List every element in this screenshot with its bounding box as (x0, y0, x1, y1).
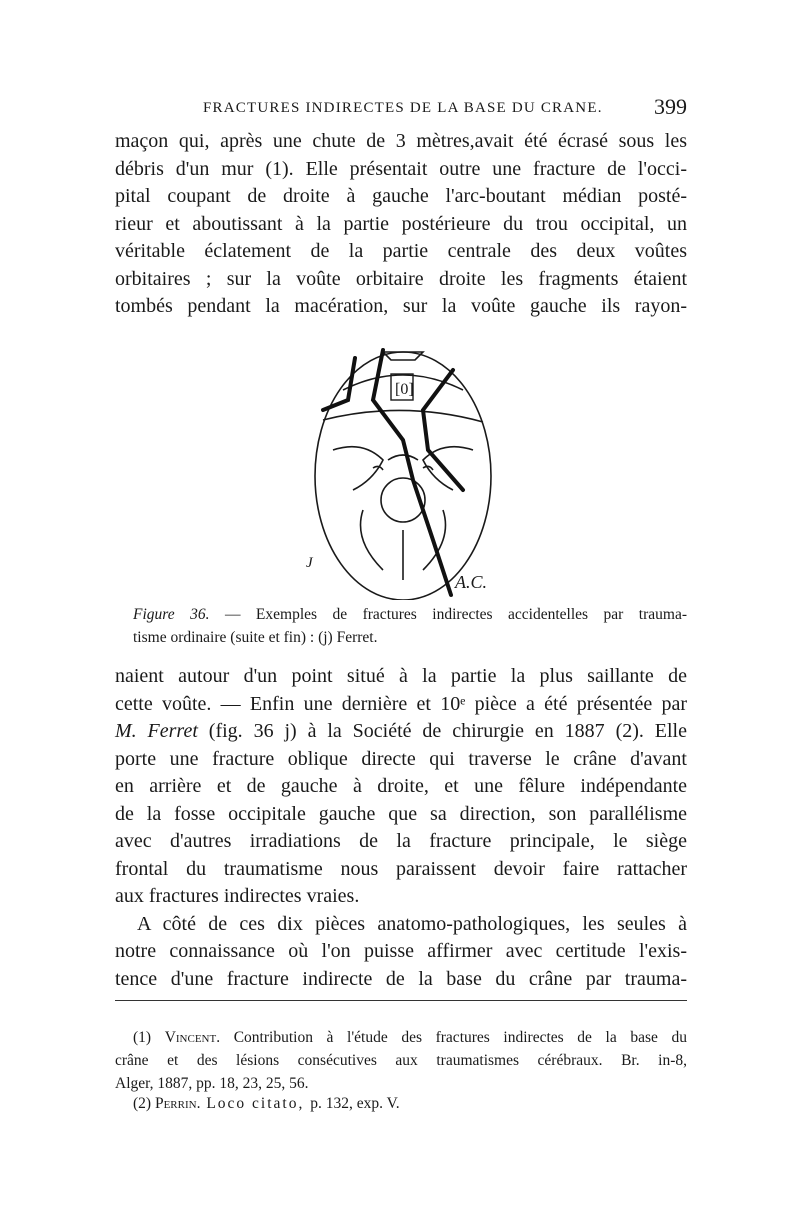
figure-inner-label: [0] (395, 381, 414, 398)
footnote-author: Perrin. (154, 1095, 201, 1112)
text-fragment: (fig. 36 j) à la Société de chirurgie en 1887 (2). Elle (197, 720, 687, 742)
text-line: naient autour d'un point situé à la partie la plus saillante de (115, 665, 687, 687)
text-line: frontal du traumatisme nous paraissent devoir faire rattacher (115, 857, 687, 880)
text-line: véritable éclatement de la partie centrale des deux voûtes (115, 240, 687, 262)
fracture-line (323, 358, 355, 410)
running-header (115, 96, 687, 126)
figure-letter: J (306, 555, 313, 571)
skull-base-figure (303, 340, 503, 600)
footnote-pages: p. 132, exp. V. (310, 1095, 400, 1112)
text-line: débris d'un mur (1). Elle présentait outre une fracture de l'occi- (115, 157, 687, 180)
footnote-mark: (1) (133, 1029, 152, 1046)
text-line: de la fosse occipitale gauche que sa direction, son parallélisme (115, 802, 687, 825)
text-line: avec d'autres irradiations de la fracture principale, le siège (115, 830, 687, 852)
footnote-text: Contribution à l'étude des fractures indirectes de la base du (220, 1029, 687, 1046)
text-line: en arrière et de gauche à droite, et une fêlure indépendante (115, 775, 687, 797)
paragraph-1 (115, 128, 687, 321)
figure-caption (133, 603, 687, 649)
footnote-line (115, 1026, 687, 1049)
text-line: tence d'une fracture indirecte de la base du crâne par trauma- (115, 967, 687, 990)
footnote-reference: Loco citato, (200, 1095, 311, 1112)
footnote-line: Alger, 1887, pp. 18, 23, 25, 56. (115, 1075, 309, 1092)
text-line: orbitaires ; sur la voûte orbitaire droite les fragments étaient (115, 267, 687, 290)
text-line: tombés pendant la macération, sur la voûte gauche ils rayon- (115, 295, 687, 317)
text-line (115, 718, 687, 746)
text-line: A côté de ces dix pièces anatomo-pathologiques, les seules à (137, 912, 687, 935)
skull-base-drawing (303, 340, 503, 600)
page-number: 399 (654, 94, 687, 119)
text-line: notre connaissance où l'on puisse affirmer avec certitude l'exis- (115, 940, 687, 962)
running-title: FRACTURES INDIRECTES DE LA BASE DU CRANE. (203, 100, 603, 116)
paragraph-2 (115, 663, 687, 993)
footnote-author: Vincent. (164, 1029, 221, 1046)
caption-line: tisme ordinaire (suite et fin) : (j) Ferret. (133, 629, 378, 646)
figure-signature: A.C. (455, 572, 488, 592)
author-name: M. Ferret (115, 720, 198, 742)
footnote-1 (115, 1026, 687, 1095)
text-line: cette voûte. — Enfin une dernière et 10ᵉ pièce a été présentée par (115, 692, 687, 715)
caption-lead: Figure 36. (133, 606, 210, 623)
footnote-rule (115, 1000, 687, 1001)
footnote-2 (133, 1095, 400, 1113)
text-line: porte une fracture oblique directe qui traverse le crâne d'avant (115, 747, 687, 770)
footnote-line: crâne et des lésions consécutives aux traumatismes cérébraux. Br. in-8, (115, 1052, 687, 1069)
footnote-mark: (2) (133, 1095, 152, 1112)
caption-line (133, 603, 687, 626)
text-line: maçon qui, après une chute de 3 mètres,avait été écrasé sous les (115, 130, 687, 152)
text-line: aux fractures indirectes vraies. (115, 885, 360, 907)
caption-text: — Exemples de fractures indirectes accidentelles par trauma- (209, 606, 687, 623)
text-line: rieur et aboutissant à la partie postérieure du trou occipital, un (115, 212, 687, 235)
text-line: pital coupant de droite à gauche l'arc-boutant médian posté- (115, 185, 687, 207)
